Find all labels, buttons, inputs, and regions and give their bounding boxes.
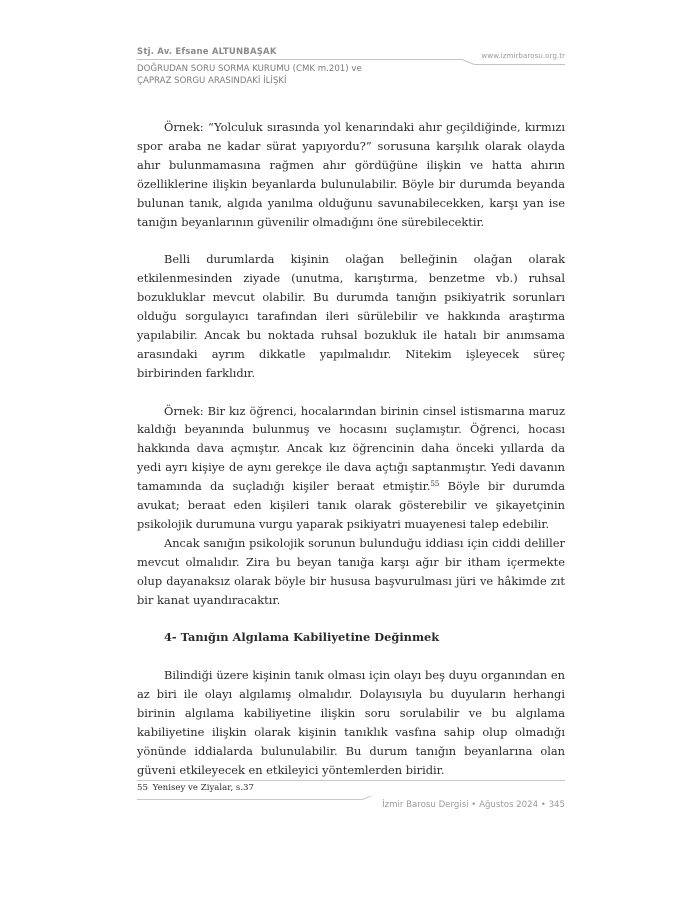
paragraph-example-2-text: Örnek: Bir kız öğrenci, hocalarından birinin cinsel istismarına maruz kaldığı beyanında bulunmuş ve hocasını suçlamıştır. Öğrenci, hocası hakkında dava açmıştır. Ancak kız öğrencinin daha önceki yıllarda da yedi ayrı kişiye de aynı gerekçe ile dava açtığı saptanmıştır. Yedi davanın tamamında da suçladığı kişiler beraat etmiştir.	[137, 403, 565, 494]
page-footer: İzmir Barosu Dergisi • Ağustos 2024 • 345	[382, 800, 565, 810]
paragraph-mental-disorders: Belli durumlarda kişinin olağan belleğinin olağan olarak etkilenmesinden ziyade (unutma, karıştırma, benzetme vb.) ruhsal bozukluklar mevcut olabilir. Bu durumda tanığın psikiyatrik sorunları olduğu sorgulayıcı tarafından ileri sürülebilir ve hakkında araştırma yapılabilir. Ancak bu noktada ruhsal bozukluk ile hatalı bir anımsama arasındaki ayrım dikkatle yapılmalıdır. Nitekim işleyecek süreç birbirinden farklıdır.	[137, 252, 565, 380]
running-title	[137, 63, 477, 87]
header-website: www.izmirbarosu.org.tr	[481, 51, 565, 60]
running-title-line-1: DOĞRUDAN SORU SORMA KURUMU (CMK m.201) ve	[137, 64, 362, 74]
paragraph-example-1: Örnek: “Yolculuk sırasında yol kenarındaki ahır geçildiğinde, kırmızı spor araba ne kadar sürat yapıyordu?” sorusuna karşılık olarak olayda ahır bulunmamasına rağmen ahır gördüğüne ilişkin ve hatta ahırın özelliklerine ilişkin beyanlarda bulunulabilir. Böyle bir durumda beyanda bulunan tanık, algıda yanılma olduğunu savunabilecekken, karşı yan ise tanığın beyanlarının güvenilir olmadığını öne sürebilecektir.	[137, 120, 565, 229]
footnote-reference: 55	[430, 480, 440, 489]
footnote-text: Yenisey ve Ziyalar, s.37	[152, 783, 254, 793]
paragraph-perception-ability: Bilindiği üzere kişinin tanık olması için olayı beş duyu organından en az biri ile olayı algılamış olmalıdır. Dolayısıyla bu duyuların herhangi birinin algılama kabiliyetine ilişkin soru sorulabilir ve bu algılama kabiliyetine ilişkin olarak kişinin tanıklık vasfına sahip olup olmadığı yönünde iddialarda bulunulabilir. Bu durum tanığın beyanlarına olan güveni etkileyecek en etkileyici yöntemlerden biridir.	[137, 668, 565, 777]
header-divider	[137, 59, 463, 60]
footer-divider	[137, 799, 363, 800]
paragraph-example-2	[137, 402, 565, 534]
article-body	[137, 118, 565, 780]
paragraph-example-2-continuation: Böyle bir durumda avukat; beraat eden kişileri tanık olarak gösterebilir ve şikayetçinin psikolojik durumuna vurgu yaparak psikiyatri muayenesi talep edebilir.	[137, 479, 565, 531]
section-heading: 4- Tanığın Algılama Kabiliyetine Değinmek	[164, 630, 440, 645]
footnote	[137, 783, 254, 793]
running-title-line-2: ÇAPRAZ SORGU ARASINDAKİ İLİŞKİ	[137, 76, 287, 86]
footer-divider-slant	[362, 796, 372, 800]
header-author: Stj. Av. Efsane ALTUNBAŞAK	[137, 47, 277, 57]
footnote-number: 55	[137, 783, 148, 793]
paragraph-serious-evidence: Ancak sanığın psikolojik sorunun bulunduğu iddiası için ciddi deliller mevcut olmalıdır. Zira bu beyan tanığa karşı ağır bir itham içermekte olup dayanaksız olarak böyle bir hususa başvurulması jüri ve hâkimde zıt bir kanat uyandıracaktır.	[137, 535, 565, 607]
header-divider-right	[474, 64, 565, 65]
footnote-divider	[137, 780, 565, 781]
